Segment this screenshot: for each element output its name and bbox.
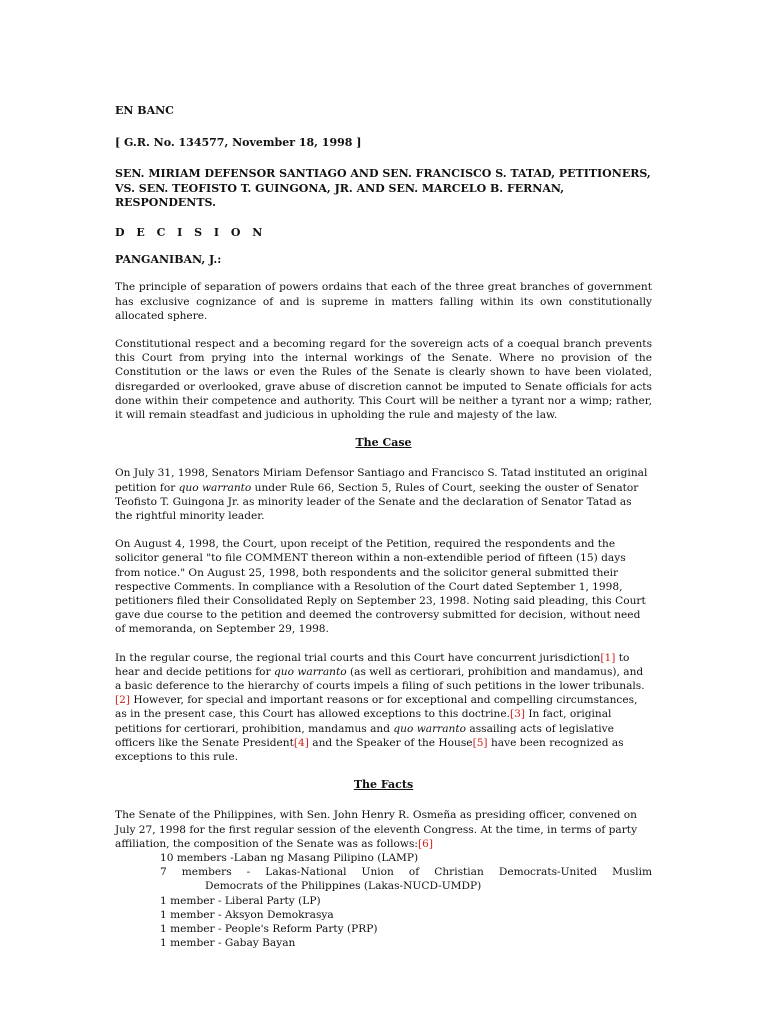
case-parties: SEN. MIRIAM DEFENSOR SANTIAGO AND SEN. FRANCISCO S. TATAD, PETITIONERS, VS. SEN. TEOFISTO T. GUINGONA, JR. AND SEN. MARCELO B. FERNAN, RESPONDENTS. xyxy=(115,167,651,210)
list-item: Democrats of the Philippines (Lakas-NUCD-UMDP) xyxy=(205,880,482,893)
case-paragraph-2: On August 4, 1998, the Court, upon receipt of the Petition, required the respondents and the solicitor general "to file COMMENT thereon within a non-extendible period of fifteen (15) days from notice." On August 25, 1998, both respondents and the solicitor general submitted their respective Comments. In compliance with a Resolution of the Court dated September 1, 1998, petitioners filed their Consolidated Reply on September 23, 1998. Noting said pleading, this Court gave due course to the petition and deemed the controversy submitted for decision, without need of memoranda, on September 29, 1998. xyxy=(115,538,646,636)
division-label: EN BANC xyxy=(115,104,174,117)
document-body xyxy=(115,104,652,950)
footnote-link-5[interactable]: [5] xyxy=(472,736,488,749)
footnote-link-2[interactable]: [2] xyxy=(115,694,131,707)
ponente: PANGANIBAN, J.: xyxy=(115,253,222,267)
intro-paragraph-2: Constitutional respect and a becoming regard for the sovereign acts of a coequal branch prevents this Court from prying into the internal workings of the Senate. Where no provision of the Constitution or the laws or even the Rules of the Senate is clearly shown to have been violated, disregarded or overlooked, grave abuse of discretion cannot be imputed to Senate officials for acts done within their competence and authority. This Court will be neither a tyrant nor a wimp; rather, it will remain steadfast and judicious in upholding the rule and majesty of the law. xyxy=(115,337,652,421)
intro-paragraph-1: The principle of separation of powers ordains that each of the three great branches of government has exclusive cognizance of and is supreme in matters falling within its own constitutionally allocated sphere. xyxy=(115,281,652,322)
case-p3-text-a: In the regular course, the regional trial courts and this Court have concurrent jurisdiction xyxy=(115,651,601,664)
case-p1-text-a: On July 31, 1998, Senators Miriam Defensor Santiago and Francisco S. Tatad instituted an original petition for xyxy=(115,467,648,494)
case-number: [ G.R. No. 134577, November 18, 1998 ] xyxy=(115,136,362,150)
case-p3-text-e: In fact, original petitions for certiorari, prohibition, mandamus and xyxy=(115,708,612,735)
section-heading-facts: The Facts xyxy=(353,778,414,792)
footnote-link-3[interactable]: [3] xyxy=(509,708,525,721)
case-p3-text-b: to hear and decide petitions for xyxy=(115,651,630,678)
footnote-link-4[interactable]: [4] xyxy=(293,736,309,749)
list-item: 1 member - Liberal Party (LP) xyxy=(160,894,321,907)
senate-composition-list xyxy=(115,851,652,950)
case-p3-text-d: However, for special and important reasons or for exceptional and compelling circumstances, as in the present case, this Court has allowed exceptions to this doctrine. xyxy=(115,694,638,721)
case-p3-text-f: assailing acts of legislative officers like the Senate President xyxy=(115,722,614,749)
case-p3-text-c: (as well as certiorari, prohibition and mandamus), and a basic deference to the hierarchy of courts impels a filing of such petitions in the lower tribunals. xyxy=(115,665,645,692)
case-p3-text-h: have been recognized as exceptions to this rule. xyxy=(115,736,624,763)
case-p1-italic: quo warranto xyxy=(178,481,252,494)
case-p3-italic-1: quo warranto xyxy=(274,665,347,678)
footnote-link-6[interactable]: [6] xyxy=(417,837,433,850)
list-item: 1 member - Aksyon Demokrasya xyxy=(160,908,334,921)
list-item: 10 members -Laban ng Masang Pilipino (LAMP) xyxy=(160,852,419,865)
case-p3-text-g: and the Speaker of the House xyxy=(308,736,473,749)
list-item: 1 member - Gabay Bayan xyxy=(160,937,296,950)
case-p1-text-b: under Rule 66, Section 5, Rules of Court, seeking the ouster of Senator Teofisto T. Guingona Jr. as minority leader of the Senate and the declaration of Senator Tatad as the rightful minority leader. xyxy=(115,481,639,522)
list-item: 7 members - Lakas-National Union of Christian Democrats-United Muslim xyxy=(160,866,652,879)
facts-paragraph-1 xyxy=(115,808,652,851)
decision-label: D E C I S I O N xyxy=(115,225,267,239)
list-item: 1 member - People's Reform Party (PRP) xyxy=(160,923,378,936)
case-paragraph-1 xyxy=(115,466,652,523)
facts-p1-text: The Senate of the Philippines, with Sen. John Henry R. Osmeña as presiding officer, convened on July 27, 1998 for the first regular session of the eleventh Congress. At the time, in terms of party affiliation, the composition of the Senate was as follows: xyxy=(115,809,638,850)
case-p3-italic-2: quo warranto xyxy=(393,722,467,735)
case-paragraph-3 xyxy=(115,651,652,765)
section-heading-case: The Case xyxy=(355,436,412,450)
footnote-link-1[interactable]: [1] xyxy=(600,651,616,664)
